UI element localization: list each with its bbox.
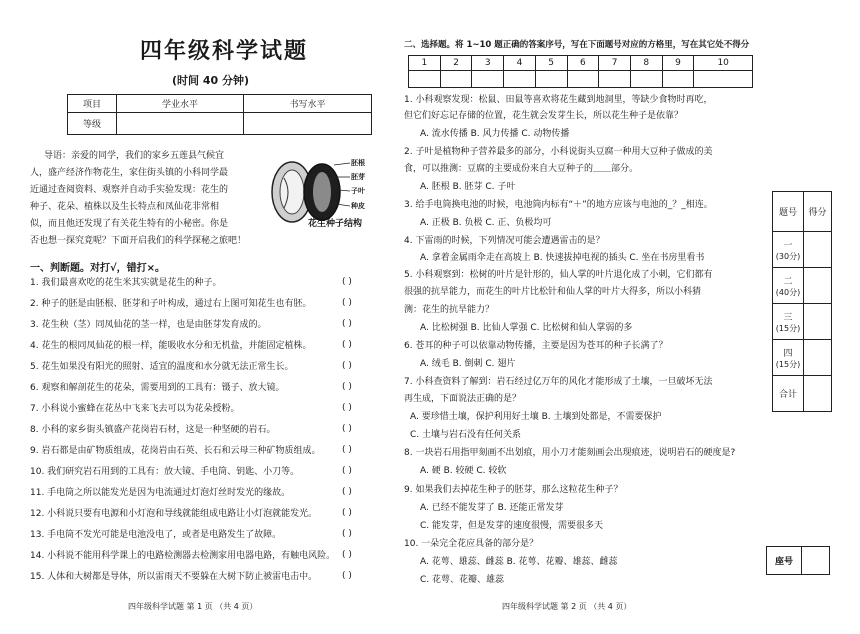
question-line: 2. 子叶是植物种子营养最多的部分，小科说街头豆腐一种用大豆种子做成的美 xyxy=(404,147,713,157)
question-line: 再生成，下面说法正确的是？ xyxy=(404,394,522,404)
score-row-2 xyxy=(773,268,804,304)
level-col-writing: 书写水平 xyxy=(244,95,372,113)
judgment-item: 3. 花生秧（茎）同凤仙花的茎一样，也是由胚芽发育成的。 xyxy=(30,320,267,330)
option-line: A. 绒毛 B. 倒刺 C. 翅片 xyxy=(420,359,516,369)
question-line: 9. 如果我们去掉花生种子的胚芽，那么这粒花生种子？ xyxy=(404,485,623,495)
label-radicle: 胚根 xyxy=(351,159,365,167)
question-line: 3. 给手电筒换电池的时候，电池筒内标有“＋”的地方应该与电池的_？_相连。 xyxy=(404,200,713,210)
answer-paren[interactable]: ( ) xyxy=(342,487,352,497)
peanut-seed-illustration xyxy=(262,158,374,230)
judgment-item: 8. 小科的家乡街头镇盛产花岗岩石材，这是一种坚硬的岩石。 xyxy=(30,425,276,435)
intro-line: 种子、花朵、植株以及生长特点和凤仙花非常相 xyxy=(30,202,220,212)
page2-footer: 四年级科学试题 第 2 页 （共 4 页） xyxy=(502,602,632,611)
answer-grid xyxy=(408,55,753,88)
option-line: A. 硬 B. 较硬 C. 较软 xyxy=(420,466,507,476)
question-line: 测：花生的抗旱能力？ xyxy=(404,305,495,315)
seat-number-box xyxy=(766,546,830,575)
answer-paren[interactable]: ( ) xyxy=(342,403,352,413)
answer-paren[interactable]: ( ) xyxy=(342,382,352,392)
score-cell[interactable] xyxy=(804,232,832,268)
judgment-item: 1. 我们最喜欢吃的花生米其实就是花生的种子。 xyxy=(30,278,222,288)
option-line: A. 比松树强 B. 比仙人掌强 C. 比松树和仙人掌弱的多 xyxy=(420,323,633,333)
score-section-points: (15分) xyxy=(775,359,801,369)
answer-paren[interactable]: ( ) xyxy=(342,550,352,560)
option-line: C. 花萼、花瓣、雄蕊 xyxy=(420,575,505,585)
question-line: 7. 小科查资料了解到：岩石经过亿万年的风化才能形成了土壤，一旦破坏无法 xyxy=(404,377,713,387)
score-cell[interactable] xyxy=(804,304,832,340)
option-line: A. 花萼、雄蕊、雌蕊 B. 花萼、花瓣、雄蕊、雌蕊 xyxy=(420,557,618,567)
judgment-item: 7. 小科说小蜜蜂在花丛中飞来飞去可以为花朵授粉。 xyxy=(30,404,240,414)
exam-time: (时间 40 分钟) xyxy=(172,74,250,87)
answer-paren[interactable]: ( ) xyxy=(342,361,352,371)
intro-line: 似，而且他还发现了有关花生特有的小秘密。你是 xyxy=(30,219,229,229)
answer-cell[interactable] xyxy=(599,71,631,88)
option-line: C. 能发芽，但是发芽的速度很慢，需要很多天 xyxy=(420,521,604,531)
answer-number: 10 xyxy=(694,56,753,71)
question-line: 10. 一朵完全花应具备的部分是？ xyxy=(404,539,539,549)
judgment-item: 5. 花生如果没有阳光的照射、适宜的温度和水分就无法正常生长。 xyxy=(30,362,294,372)
answer-paren[interactable]: ( ) xyxy=(342,277,352,287)
answer-paren[interactable]: ( ) xyxy=(342,445,352,455)
score-table xyxy=(772,191,832,412)
section2-title: 二、选择题。将 1~10 题正确的答案序号，写在下面题号对应的方格里，写在其它处不得分 xyxy=(404,40,750,50)
illustration-caption: 花生种子结构 xyxy=(308,219,363,229)
answer-cell[interactable] xyxy=(472,71,504,88)
answer-paren[interactable]: ( ) xyxy=(342,319,352,329)
answer-cell[interactable] xyxy=(662,71,694,88)
seat-number-cell[interactable] xyxy=(802,547,830,575)
answer-cell[interactable] xyxy=(567,71,599,88)
label-cotyledon: 子叶 xyxy=(351,187,365,195)
judgment-item: 6. 观察和解剖花生的花朵，需要用到的工具有：镊子、放大镜。 xyxy=(30,383,285,393)
option-line: A. 已经不能发芽了 B. 还能正常发芽 xyxy=(420,503,564,513)
score-head-no: 题号 xyxy=(773,192,804,232)
option-line: A. 流水传播 B. 风力传播 C. 动物传播 xyxy=(420,129,570,139)
section1-title: 一、判断题。对打√，错打×。 xyxy=(30,263,166,274)
score-cell[interactable] xyxy=(804,268,832,304)
answer-cell[interactable] xyxy=(440,71,472,88)
answer-number: 7 xyxy=(599,56,631,71)
score-section-points: (30分) xyxy=(775,251,801,261)
judgment-item: 12. 小科说只要有电源和小灯泡和导线就能组成电路让小灯泡就能发光。 xyxy=(30,509,318,519)
score-cell[interactable] xyxy=(804,340,832,376)
judgment-item: 9. 岩石都是由矿物质组成，花岗岩由石英、长石和云母三种矿物质组成。 xyxy=(30,446,321,456)
option-line: A. 胚根 B. 胚芽 C. 子叶 xyxy=(420,182,516,192)
answer-cell[interactable] xyxy=(535,71,567,88)
intro-line: 否也想一探究竟呢？下面开启我们的科学探秘之旅吧！ xyxy=(30,236,247,246)
level-grade-academic[interactable] xyxy=(117,113,244,135)
option-line: A. 拿着金属雨伞走在高坡上 B. 快速拔掉电视的插头 C. 坐在书房里看书 xyxy=(420,253,705,263)
question-line: 食，可以推测：豆腐的主要成份来自大豆种子的＿＿部分。 xyxy=(404,164,639,174)
answer-paren[interactable]: ( ) xyxy=(342,571,352,581)
answer-number: 9 xyxy=(662,56,694,71)
judgment-item: 15. 人体和大树都是导体，所以雷雨天不要躲在大树下防止被雷电击中。 xyxy=(30,572,318,582)
option-line: A. 要珍惜土壤，保护利用好土壤 B. 土壤到处都是，不需要保护 xyxy=(410,412,662,422)
page-title: 四年级科学试题 xyxy=(140,38,309,64)
score-row-3 xyxy=(773,304,804,340)
answer-number: 8 xyxy=(630,56,662,71)
answer-cell[interactable] xyxy=(409,71,441,88)
question-line: 8. 一块岩石用指甲刻画不出划痕，用小刀才能刻画会出现痕迹，说明岩石的硬度是? xyxy=(404,448,736,458)
score-section-label: 二 xyxy=(783,276,793,287)
answer-number: 3 xyxy=(472,56,504,71)
score-section-label: 四 xyxy=(783,348,793,359)
intro-line: 导语：亲爱的同学，我们的家乡五莲县气候宜 xyxy=(44,151,225,161)
option-line: A. 正极 B. 负极 C. 正、负极均可 xyxy=(420,218,552,228)
answer-paren[interactable]: ( ) xyxy=(342,508,352,518)
judgment-item: 13. 手电筒不发光可能是电池没电了，或者是电路发生了故障。 xyxy=(30,530,282,540)
score-head-score: 得分 xyxy=(804,192,832,232)
question-line: 很强的抗旱能力，而花生的叶片比松针和仙人掌的叶片大得多，所以小科猜 xyxy=(404,287,702,297)
judgment-item: 10. 我们研究岩石用到的工具有：放大镜、手电筒、钥匙、小刀等。 xyxy=(30,467,300,477)
question-line: 4. 下雷雨的时候，下列情况可能会遭遇雷击的是？ xyxy=(404,236,605,246)
answer-paren[interactable]: ( ) xyxy=(342,298,352,308)
score-section-points: (40分) xyxy=(775,287,801,297)
question-line: 但它们好忘记存储的位置，花生就会发芽生长，所以花生种子是依靠？ xyxy=(404,111,684,121)
score-total-label: 合计 xyxy=(773,376,804,412)
label-plumule: 胚芽 xyxy=(351,173,365,181)
question-line: 1. 小科观察发现：松鼠、田鼠等喜欢将花生藏到地洞里，等缺少食物时再吃， xyxy=(404,95,713,105)
answer-paren[interactable]: ( ) xyxy=(342,466,352,476)
score-section-label: 一 xyxy=(783,240,793,251)
level-grade-writing[interactable] xyxy=(244,113,372,135)
answer-number: 4 xyxy=(504,56,536,71)
answer-number: 2 xyxy=(440,56,472,71)
score-total-cell[interactable] xyxy=(804,376,832,412)
intro-line: 近通过查阅资料、观察并自动手实验发现：花生的 xyxy=(30,185,229,195)
answer-paren[interactable]: ( ) xyxy=(342,529,352,539)
judgment-item: 11. 手电筒之所以能发光是因为电流通过灯泡灯丝时发光的缘故。 xyxy=(30,488,291,498)
page1-footer: 四年级科学试题 第 1 页 （共 4 页） xyxy=(128,602,258,611)
level-row-grade: 等级 xyxy=(68,113,117,135)
judgment-item: 4. 花生的根同凤仙花的根一样，能吸收水分和无机盐，并能固定植株。 xyxy=(30,341,312,351)
answer-cell[interactable] xyxy=(504,71,536,88)
seat-label: 座号 xyxy=(767,547,802,575)
score-section-points: (15分) xyxy=(775,323,801,333)
question-line: 5. 小科观察到：松树的叶片是针形的，仙人掌的叶片退化成了小刺，它们都有 xyxy=(404,270,713,280)
score-row-1 xyxy=(773,232,804,268)
answer-cell[interactable] xyxy=(630,71,662,88)
answer-number: 1 xyxy=(409,56,441,71)
answer-number: 5 xyxy=(535,56,567,71)
level-table xyxy=(67,94,372,135)
level-col-item: 项目 xyxy=(68,95,117,113)
judgment-item: 14. 小科说不能用科学课上的电路检测器去检测家用电器电路，有触电风险。 xyxy=(30,551,336,561)
score-section-label: 三 xyxy=(783,312,793,323)
score-row-4 xyxy=(773,340,804,376)
intro-line: 人，盛产经济作物花生，家住街头镇的小科同学最 xyxy=(30,168,229,178)
answer-paren[interactable]: ( ) xyxy=(342,424,352,434)
option-line: C. 土壤与岩石没有任何关系 xyxy=(410,430,522,440)
label-seed-coat: 种皮 xyxy=(351,202,365,210)
judgment-item: 2. 种子的胚是由胚根、胚芽和子叶构成，通过右上图可知花生也有胚。 xyxy=(30,299,312,309)
answer-number: 6 xyxy=(567,56,599,71)
answer-paren[interactable]: ( ) xyxy=(342,340,352,350)
answer-cell[interactable] xyxy=(694,71,753,88)
level-col-academic: 学业水平 xyxy=(117,95,244,113)
question-line: 6. 苍耳的种子可以依靠动物传播，主要是因为苍耳的种子长满了？ xyxy=(404,341,668,351)
